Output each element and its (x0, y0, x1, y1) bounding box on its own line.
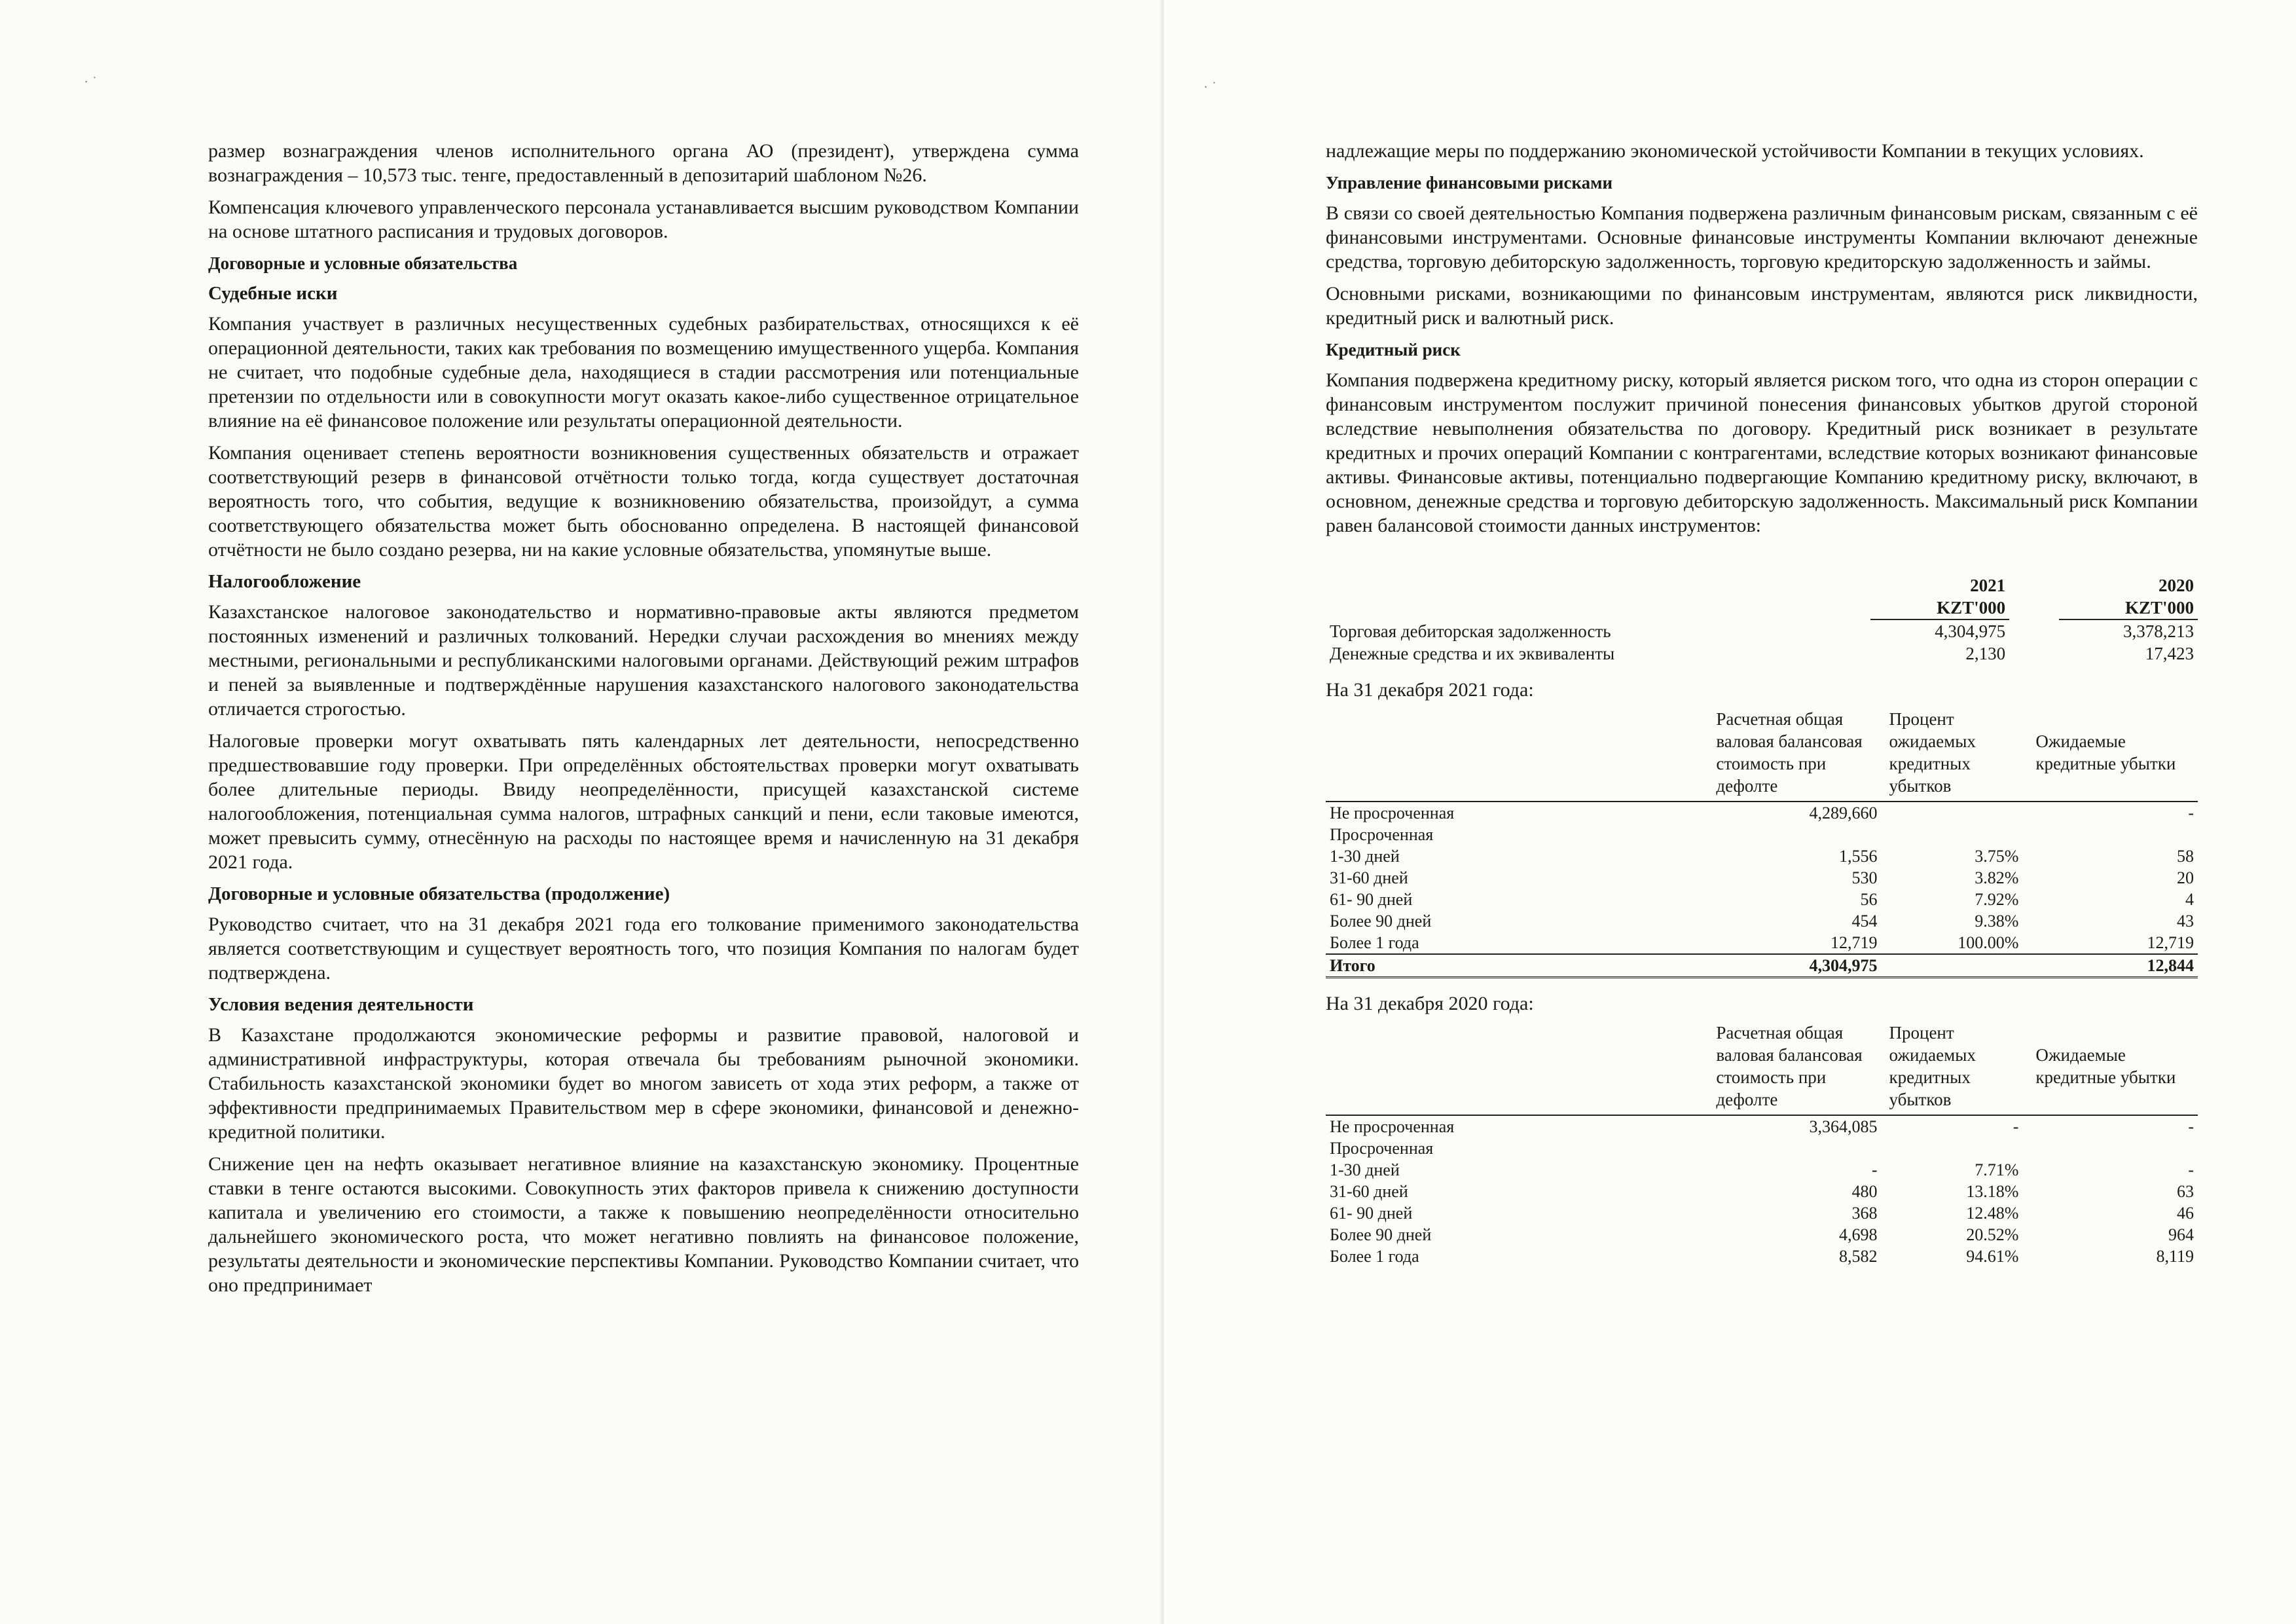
table-row (1326, 910, 2198, 932)
ecl-rate: 7.92% (1975, 890, 2019, 909)
row-label: Более 1 года (1330, 933, 1419, 952)
table-row (1326, 1224, 2198, 1246)
value-2021: 4,304,975 (1935, 621, 2006, 641)
row-label: Не просроченная (1330, 803, 1455, 822)
heading-taxation: Налогообложение (208, 571, 361, 592)
expected-credit-loss: - (2188, 1160, 2194, 1179)
row-label: 31-60 дней (1330, 1182, 1408, 1201)
table-row (1326, 1159, 2198, 1181)
gross-carrying-amount: 368 (1851, 1204, 1878, 1223)
paragraph-credit-risk: Компания подвержена кредитному риску, который является риском того, что одна из сторон операции с финансовым инструментом послужит причиной понесения финансовых убытков другой стороной вследствие невыполнения обязательства по договору. Кредитный риск возникает в результате кредитных и прочих операций Компании с контрагентами, вследствие которых возникают финансовые активы. Финансовые активы, потенциально подвергающие Компанию кредитному риску, включают, в основном, денежные средства и торговую дебиторскую задолженность. Максимальный риск Компании равен балансовой стоимости данных инструментов: (1326, 369, 2198, 536)
gross-carrying-amount: 454 (1851, 912, 1878, 931)
row-label: Не просроченная (1330, 1117, 1455, 1136)
ecl-table-2021 (1326, 708, 2198, 978)
gross-carrying-amount: 8,582 (1839, 1247, 1878, 1266)
paragraph-tax-1: Казахстанское налоговое законодательство и нормативно-правовые акты являются предметом постоянных изменений и различных толкований. Нередки случаи расхождения во мнениях между местными, региональными и республиканскими налоговыми органами. Действующий режим штрафов и пеней за выявленные и подтверждённые нарушения казахстанского налогового законодательства отличается строгостью. (208, 601, 1079, 720)
paragraph-intro: размер вознаграждения членов исполнительного органа АО (президент), утверждена сумма вознаграждения – 10,573 тыс. тенге, предоставленный в депозитарий шаблоном №26. (208, 140, 1079, 186)
column-header-ecl: Ожидаемые кредитные убытки (2022, 708, 2198, 802)
table-row (1326, 802, 2198, 824)
expected-credit-loss: 20 (2177, 868, 2194, 887)
ecl-rate: 3.75% (1975, 847, 2019, 866)
paragraph-conditions-2: Снижение цен на нефть оказывает негативное влияние на казахстанскую экономику. Процентные ставки в тенге остаются высокими. Совокупность этих факторов привела к снижению доступности капитала и увеличению его стоимости, а также к повышению неопределённости относительно дальнейшего экономического роста, что может негативно повлиять на финансовое положение, результаты деятельности и экономические перспективы Компании. Руководство Компании считает, что оно предпринимает (208, 1153, 1079, 1296)
spacer-cell (2009, 642, 2059, 665)
row-label: Более 1 года (1330, 1247, 1419, 1266)
table-header-row (1326, 1022, 2198, 1115)
ecl-rate: 20.52% (1966, 1225, 2019, 1244)
expected-credit-loss: 46 (2177, 1204, 2194, 1223)
total-gross: 4,304,975 (1711, 954, 1881, 978)
paragraph-tax-2: Налоговые проверки могут охватывать пять календарных лет деятельности, непосредственно предшествовавшие году проверки. При определённых обстоятельствах проверки могут охватывать более длительные периоды. Ввиду неопределённости, присущей казахстанской системе налогообложения, потенциальная сумма налогов, штрафных санкций и пени, если таковые имеются, может превысить сумму, отнесённую на расходы по настоящее время и начисленную на 31 декабря 2021 года. (208, 730, 1079, 873)
date-heading-2021: На 31 декабря 2021 года: (1326, 679, 1534, 701)
column-header-ecl: Ожидаемые кредитные убытки (2022, 1022, 2198, 1115)
paragraph-conditions-1: В Казахстане продолжаются экономические реформы и развитие правовой, налоговой и административной инфраструктуры, которая отвечала бы требованиям рыночной экономики. Стабильность казахстанской экономики будет во многом зависеть от хода этих реформ, а также от эффективности предпринимаемых Правительством мер в сфере экономики, финансовой и денежно-кредитной политики. (208, 1024, 1079, 1143)
gross-carrying-amount: 480 (1851, 1182, 1878, 1201)
gross-carrying-amount: - (1871, 1160, 1878, 1179)
row-label: Денежные средства и их эквиваленты (1330, 644, 1615, 663)
gross-carrying-amount: 56 (1860, 890, 1878, 909)
column-header-2020: 2020 KZT'000 (2059, 574, 2198, 619)
gross-carrying-amount: 4,698 (1839, 1225, 1878, 1244)
ecl-rate: 13.18% (1966, 1182, 2019, 1201)
gross-carrying-amount: 12,719 (1831, 933, 1878, 952)
ecl-rate: 9.38% (1975, 912, 2019, 931)
expected-credit-loss: 63 (2177, 1182, 2194, 1201)
heading-contract-obligations: Договорные и условные обязательства (208, 253, 518, 273)
value-2021: 2,130 (1965, 644, 2006, 663)
total-row (1326, 954, 2198, 978)
table-row (1326, 824, 2198, 845)
ecl-rate (1882, 802, 2023, 824)
paragraph-lawsuits-2: Компания оценивает степень вероятности возникновения существенных обязательств и отражает соответствующий резерв в финансовой отчётности только тогда, когда существует достаточная вероятность того, что события, ведущие к возникновению обязательства, произойдут, а сумма соответствующего обязательства может быть обоснованно определена. В настоящей финансовой отчётности не было создано резерва, ни на какие условные обязательства, упомянутые выше. (208, 442, 1079, 561)
table-row (1326, 1181, 2198, 1202)
scan-mark: · ˙ (84, 73, 98, 90)
ecl-rate: 7.71% (1975, 1160, 2019, 1179)
table-row (1326, 845, 2198, 867)
row-label: Просроченная (1330, 825, 1434, 844)
table-header-row (1326, 708, 2198, 802)
column-header-2021: 2021 KZT'000 (1870, 574, 2009, 619)
gross-carrying-amount: 1,556 (1839, 847, 1878, 866)
right-page (1164, 0, 2296, 1624)
table-row (1326, 642, 2198, 665)
date-heading-2020: На 31 декабря 2020 года: (1326, 993, 1534, 1014)
ecl-rate (1882, 1137, 2023, 1159)
gross-carrying-amount (1711, 824, 1881, 845)
table-row (1326, 619, 2198, 642)
row-label: 61- 90 дней (1330, 1204, 1413, 1223)
heading-contract-obligations-continued: Договорные и условные обязательства (продолжение) (208, 883, 670, 904)
table-row (1326, 1115, 2198, 1137)
table-row (1326, 889, 2198, 910)
paragraph-management: Руководство считает, что на 31 декабря 2021 года его толкование применимого законодательства является соответствующим и существует вероятность того, что позиция Компания по налогам будет подтверждена. (208, 913, 1079, 984)
column-header-gross: Расчетная общая валовая балансовая стоимость при дефолте (1711, 708, 1881, 802)
column-header-percent: Процент ожидаемых кредитных убытков (1882, 708, 2023, 802)
heading-credit-risk: Кредитный риск (1326, 340, 1461, 360)
expected-credit-loss: - (2188, 1117, 2194, 1136)
gross-carrying-amount: 3,364,085 (1809, 1117, 1878, 1136)
gross-carrying-amount (1711, 1137, 1881, 1159)
heading-lawsuits: Судебные иски (208, 283, 338, 304)
expected-credit-loss: 12,719 (2147, 933, 2194, 952)
row-label: Просроченная (1330, 1139, 1434, 1158)
scan-mark: · ˙ (1203, 79, 1217, 95)
value-2020: 3,378,213 (2123, 621, 2194, 641)
ecl-table-2020 (1326, 1022, 2198, 1267)
row-label: Более 90 дней (1330, 912, 1432, 931)
expected-credit-loss (2022, 1137, 2198, 1159)
ecl-rate: 3.82% (1975, 868, 2019, 887)
column-header-percent: Процент ожидаемых кредитных убытков (1882, 1022, 2023, 1115)
balance-exposure-table (1326, 574, 2198, 665)
row-label: Более 90 дней (1330, 1225, 1432, 1244)
expected-credit-loss: 43 (2177, 912, 2194, 931)
paragraph-lawsuits-1: Компания участвует в различных несущественных судебных разбирательствах, относящихся к её операционной деятельности, таких как требования по возмещению имущественного ущерба. Компания не считает, что подобные судебные дела, находящиеся в стадии рассмотрения или потенциальные претензии по отдельности или в совокупности могут оказать какое-либо существенное отрицательное влияние на её финансовое положение или результаты операционной деятельности. (208, 313, 1079, 432)
total-ecl: 12,844 (2022, 954, 2198, 978)
total-rate (1882, 954, 2023, 978)
row-label: 1-30 дней (1330, 847, 1400, 866)
left-column (208, 139, 1079, 1305)
heading-operating-conditions: Условия ведения деятельности (208, 994, 474, 1015)
expected-credit-loss (2022, 824, 2198, 845)
table-row (1326, 1137, 2198, 1159)
table-header-row (1326, 574, 2198, 619)
expected-credit-loss: 4 (2185, 890, 2194, 909)
table-row (1326, 867, 2198, 889)
ecl-rate: 12.48% (1966, 1204, 2019, 1223)
ecl-rate: 94.61% (1966, 1247, 2019, 1266)
gross-carrying-amount: 4,289,660 (1809, 803, 1878, 822)
right-column (1326, 139, 2198, 1267)
ecl-rate: 100.00% (1958, 933, 2019, 952)
row-label: Торговая дебиторская задолженность (1330, 621, 1611, 641)
paragraph-compensation: Компенсация ключевого управленческого персонала устанавливается высшим руководством Компании на основе штатного расписания и трудовых договоров. (208, 196, 1079, 242)
table-row (1326, 1246, 2198, 1267)
table-row (1326, 1202, 2198, 1224)
total-label: Итого (1326, 954, 1711, 978)
expected-credit-loss: 964 (2168, 1225, 2194, 1244)
row-label: 1-30 дней (1330, 1160, 1400, 1179)
ecl-rate (1882, 824, 2023, 845)
value-2020: 17,423 (2145, 644, 2194, 663)
table-row (1326, 932, 2198, 954)
expected-credit-loss: 8,119 (2156, 1247, 2194, 1266)
row-label: 61- 90 дней (1330, 890, 1413, 909)
heading-financial-risk: Управление финансовыми рисками (1326, 173, 1613, 193)
row-label: 31-60 дней (1330, 868, 1408, 887)
paragraph-financial-risk-2: Основными рисками, возникающими по финансовым инструментам, являются риск ликвидности, кредитный риск и валютный риск. (1326, 283, 2198, 329)
gross-carrying-amount: 530 (1851, 868, 1878, 887)
expected-credit-loss: - (2188, 803, 2194, 822)
paragraph-continuation: надлежащие меры по поддержанию экономической устойчивости Компании в текущих условиях. (1326, 140, 2144, 162)
expected-credit-loss: 58 (2177, 847, 2194, 866)
paragraph-financial-risk-1: В связи со своей деятельностью Компания подвержена различным финансовым рискам, связанным с её финансовыми инструментами. Основные финансовые инструменты Компании включают денежные средства, торговую дебиторскую задолженность, торговую кредиторскую задолженность и займы. (1326, 202, 2198, 272)
spacer-cell (2009, 619, 2059, 642)
column-header-gross: Расчетная общая валовая балансовая стоимость при дефолте (1711, 1022, 1881, 1115)
ecl-rate: - (2013, 1117, 2019, 1136)
